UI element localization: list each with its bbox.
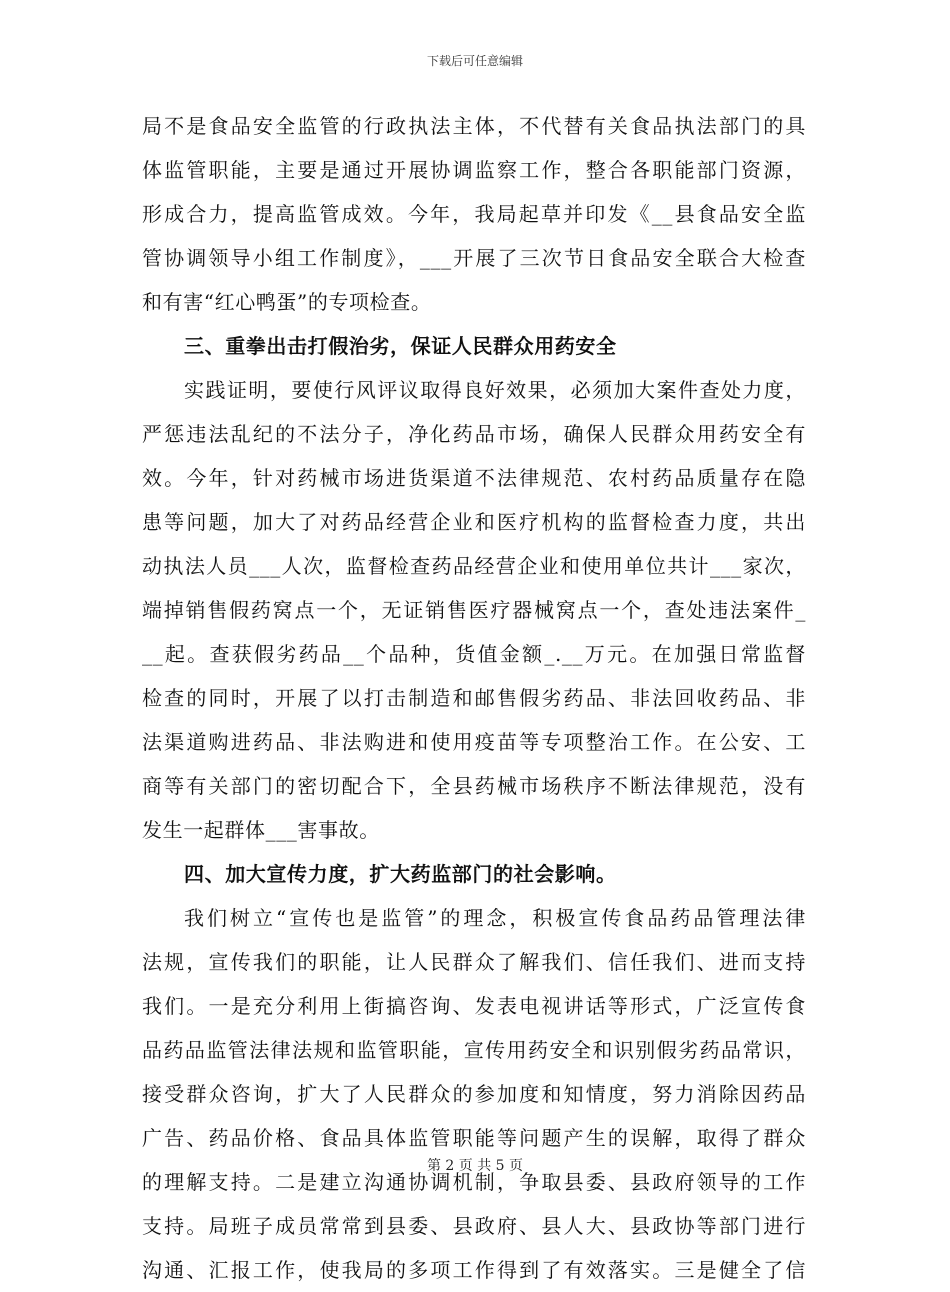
text-line: 沟通、汇报工作，使我局的多项工作得到了有效落实。三是健全了信 (142, 1258, 806, 1282)
text-line: 品药品监管法律法规和监管职能，宣传用药安全和识别假劣药品常识， (142, 1038, 806, 1062)
text-line: 法规，宣传我们的职能，让人民群众了解我们、信任我们、进而支持 (142, 950, 806, 974)
text-line: 商等有关部门的密切配合下，全县药械市场秩序不断法律规范，没有 (142, 774, 806, 798)
text-line: 广告、药品价格、食品具体监管职能等问题产生的误解，取得了群众 (142, 1126, 806, 1150)
section-heading: 三、重拳出击打假治劣，保证人民群众用药安全 (184, 334, 617, 358)
text-line: 的理解支持。二是建立沟通协调机制，争取县委、县政府领导的工作 (142, 1170, 806, 1194)
document-body (142, 104, 806, 1292)
text-line: 形成合力，提高监管成效。今年，我局起草并印发《__县食品安全监 (142, 202, 806, 226)
text-line: 检查的同时，开展了以打击制造和邮售假劣药品、非法回收药品、非 (142, 686, 806, 710)
text-line: 端掉销售假药窝点一个，无证销售医疗器械窝点一个，查处违法案件_ (142, 598, 806, 622)
text-line: 接受群众咨询，扩大了人民群众的参加度和知情度，努力消除因药品 (142, 1082, 806, 1106)
text-line: 发生一起群体___害事故。 (142, 818, 380, 842)
text-line: 和有害“红心鸭蛋”的专项检查。 (142, 290, 432, 314)
page-footer: 第 2 页 共 5 页 (426, 1158, 524, 1174)
text-line: __起。查获假劣药品__个品种，货值金额_.__万元。在加强日常监督 (142, 642, 806, 666)
text-line: 支持。局班子成员常常到县委、县政府、县人大、县政协等部门进行 (142, 1214, 806, 1238)
text-line: 局不是食品安全监管的行政执法主体，不代替有关食品执法部门的具 (142, 114, 806, 138)
text-line: 效。今年，针对药械市场进货渠道不法律规范、农村药品质量存在隐 (142, 466, 806, 490)
text-line: 体监管职能，主要是通过开展协调监察工作，整合各职能部门资源， (142, 158, 806, 182)
text-line: 我们。一是充分利用上街搞咨询、发表电视讲话等形式，广泛宣传食 (142, 994, 806, 1018)
text-line: 动执法人员___人次，监督检查药品经营企业和使用单位共计___家次， (142, 554, 806, 578)
text-line: 法渠道购进药品、非法购进和使用疫苗等专项整治工作。在公安、工 (142, 730, 806, 754)
text-line: 我们树立“宣传也是监管”的理念，积极宣传食品药品管理法律 (184, 906, 806, 930)
page-header: 下载后可任意编辑 (426, 54, 523, 68)
text-line: 实践证明，要使行风评议取得良好效果，必须加大案件查处力度， (184, 378, 806, 402)
text-line: 患等问题，加大了对药品经营企业和医疗机构的监督检查力度，共出 (142, 510, 806, 534)
text-line: 严惩违法乱纪的不法分子，净化药品市场，确保人民群众用药安全有 (142, 422, 806, 446)
text-line: 管协调领导小组工作制度》，___开展了三次节日食品安全联合大检查 (142, 246, 806, 270)
section-heading: 四、加大宣传力度，扩大药监部门的社会影响。 (184, 862, 617, 886)
